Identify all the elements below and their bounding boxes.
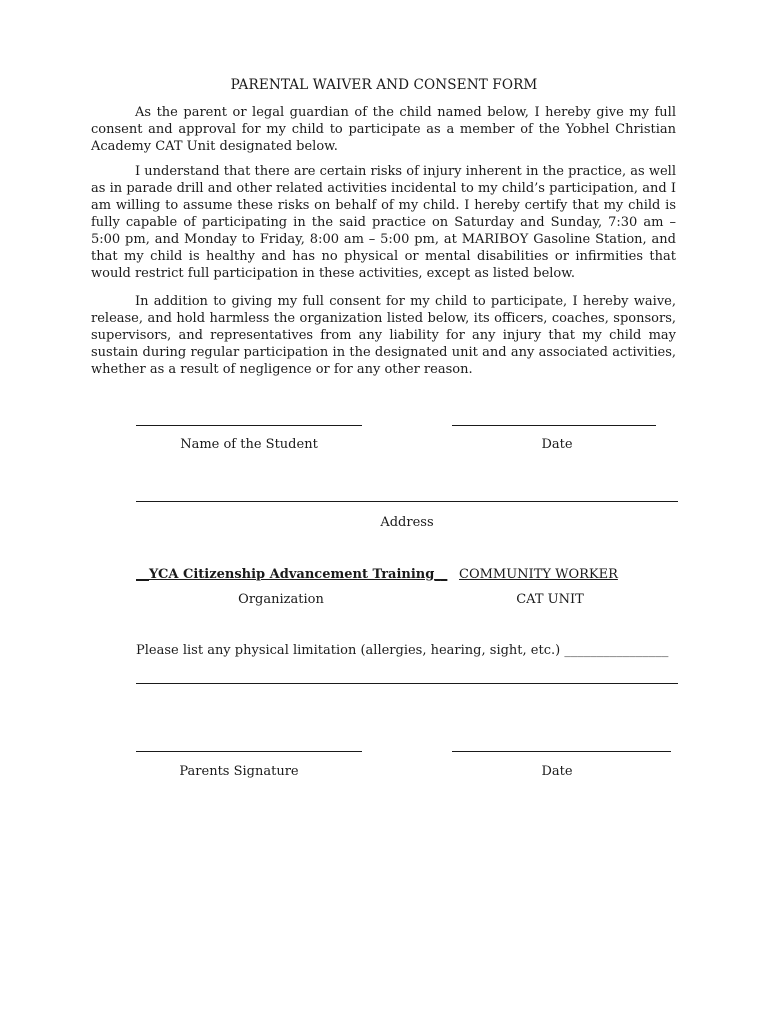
student-name-line[interactable] [136, 425, 362, 426]
risk-acknowledgement-paragraph: I understand that there are certain risks of injury inherent in the practice, as well as in parade drill and other related activities incidental to my child’s participation, and I am willing to assume these risks on behalf of my child. I hereby certify that my child is fully capable of participating in the said practice on Saturday and Sunday, 7:30 am – 5:00 pm, and Monday to Friday, 8:00 am – 5:00 pm, at MARIBOY Gasoline Station, and that my child is healthy and has no physical or mental disabilities or infirmities that would restrict full participation in these activities, except as listed below. [91, 164, 676, 281]
form-title: PARENTAL WAIVER AND CONSENT FORM [230, 77, 538, 93]
student-name-label: Name of the Student [180, 437, 318, 452]
date-label-2: Date [541, 764, 573, 779]
cat-unit-label: CAT UNIT [516, 592, 584, 607]
address-label: Address [380, 515, 434, 530]
parent-signature-label: Parents Signature [179, 764, 299, 779]
address-line[interactable] [136, 501, 678, 502]
organization-value: __YCA Citizenship Advancement Training__ [136, 567, 448, 582]
consent-paragraph: As the parent or legal guardian of the child named below, I hereby give my full consent and approval for my child to participate as a member of the Yobhel Christian Academy CAT Unit designated below. [91, 105, 676, 154]
date-line-2[interactable] [452, 751, 671, 752]
date-line-1[interactable] [452, 425, 656, 426]
parent-signature-line[interactable] [136, 751, 362, 752]
date-label-1: Date [541, 437, 573, 452]
liability-waiver-paragraph: In addition to giving my full consent for my child to participate, I hereby waive, release, and hold harmless the organization listed below, its officers, coaches, sponsors, supervisors, and representatives from any liability for any injury that my child may sustain during regular participation in the designated unit and any associated activities, whether as a result of negligence or for any other reason. [91, 294, 676, 377]
cat-unit-value: COMMUNITY WORKER [459, 567, 618, 582]
physical-limitation-prompt: Please list any physical limitation (allergies, hearing, sight, etc.) ________________ [136, 643, 669, 658]
physical-limitation-line[interactable] [136, 683, 678, 684]
organization-label: Organization [238, 592, 324, 607]
